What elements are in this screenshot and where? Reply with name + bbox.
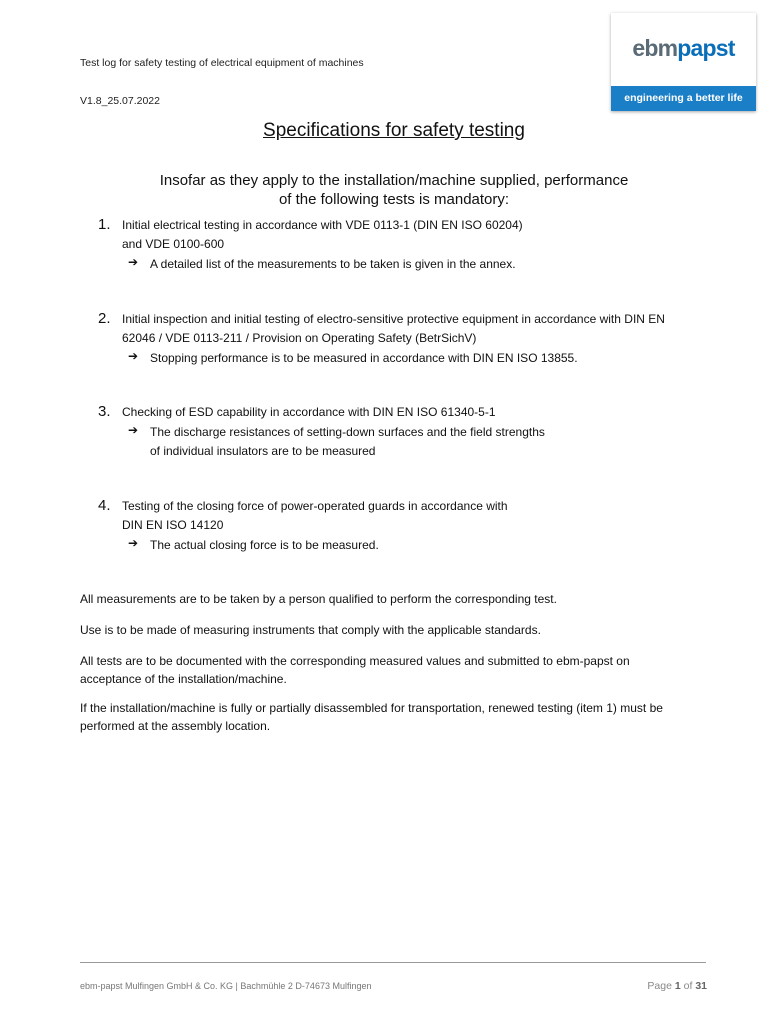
list-item: Initial inspection and initial testing of electro-sensitive protective equipment in accordance with DIN EN 62046 / VDE 0113-211 / Provision on Operating Safety (BetrSichV)	[122, 312, 665, 345]
list-item: Testing of the closing force of power-operated guards in accordance with DIN EN ISO 14120	[122, 499, 508, 532]
list-item-note: The discharge resistances of setting-down surfaces and the field strengths of individual insulators are to be measured	[150, 425, 545, 458]
page-number: Page 1 of 31	[647, 980, 707, 992]
document-header-title: Test log for safety testing of electrical equipment of machines	[80, 57, 364, 69]
arrow-right-icon: ➔	[128, 536, 139, 550]
list-item-number: 3.	[98, 403, 111, 420]
list-item: Initial electrical testing in accordance with VDE 0113-1 (DIN EN ISO 60204) and VDE 0100-600	[122, 218, 523, 251]
paragraph-documentation: All tests are to be documented with the corresponding measured values and submitted to ebm-papst on acceptance of the installation/machine.	[80, 654, 630, 686]
company-logo	[611, 13, 756, 111]
list-item-number: 4.	[98, 497, 111, 514]
footer-divider	[80, 962, 706, 963]
arrow-right-icon: ➔	[128, 423, 139, 437]
arrow-right-icon: ➔	[128, 349, 139, 363]
paragraph-disassembly: If the installation/machine is fully or partially disassembled for transportation, renewed testing (item 1) must be performed at the assembly location.	[80, 701, 663, 733]
paragraph-qualified-person: All measurements are to be taken by a person qualified to perform the corresponding test.	[80, 592, 557, 606]
list-item: Checking of ESD capability in accordance with DIN EN ISO 61340-5-1	[122, 405, 496, 419]
logo-wordmark: ebmpapst	[632, 35, 735, 61]
intro-text: Insofar as they apply to the installation/machine supplied, performance of the following tests is mandatory:	[159, 172, 629, 208]
list-item-number: 1.	[98, 216, 111, 233]
logo-tagline: engineering a better life	[611, 86, 756, 111]
arrow-right-icon: ➔	[128, 255, 139, 269]
list-item-note: The actual closing force is to be measured.	[150, 538, 379, 552]
list-item-note: A detailed list of the measurements to be taken is given in the annex.	[150, 257, 516, 271]
paragraph-instruments: Use is to be made of measuring instruments that comply with the applicable standards.	[80, 623, 541, 637]
footer-company-address: ebm-papst Mulfingen GmbH & Co. KG | Bachmühle 2 D-74673 Mulfingen	[80, 981, 372, 991]
document-version: V1.8_25.07.2022	[80, 95, 160, 107]
page-title: Specifications for safety testing	[263, 120, 525, 141]
list-item-note: Stopping performance is to be measured in accordance with DIN EN ISO 13855.	[150, 351, 578, 365]
list-item-number: 2.	[98, 310, 111, 327]
